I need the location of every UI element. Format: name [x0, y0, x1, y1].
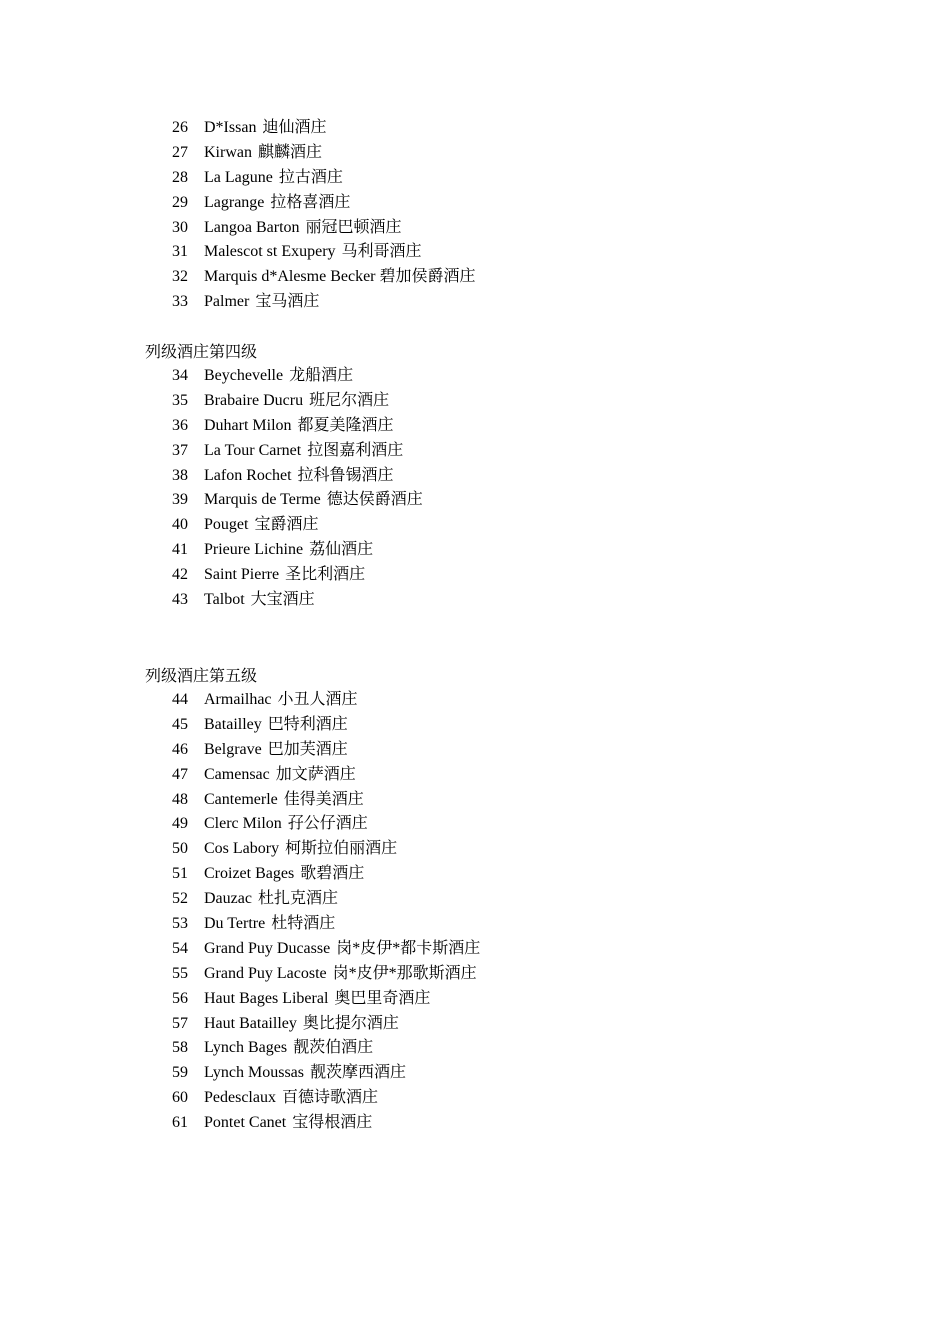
item-name-en: D*Issan — [204, 119, 257, 136]
item-name-en: Pouget — [204, 516, 249, 534]
item-name — [204, 862, 364, 887]
item-name — [204, 563, 365, 588]
item-name-en: Haut Batailley — [204, 1014, 297, 1032]
item-number: 36 — [172, 416, 188, 434]
item-name-en: Lafon Rochet — [204, 466, 292, 484]
list-item — [0, 538, 950, 563]
list-item — [0, 191, 950, 216]
item-name-en: Marquis d*Alesme Becker — [204, 268, 376, 286]
item-name — [204, 240, 422, 265]
item-name-cn: 柯斯拉伯丽酒庄 — [285, 840, 398, 858]
item-number: 57 — [172, 1014, 188, 1032]
item-number: 35 — [172, 391, 188, 409]
item-number: 38 — [172, 466, 188, 484]
list-item — [0, 738, 950, 763]
item-number: 45 — [172, 715, 188, 733]
item-number: 31 — [172, 243, 188, 261]
item-number: 39 — [172, 491, 188, 509]
item-name-cn: 靓茨伯酒庄 — [293, 1039, 374, 1057]
item-name-en: Prieure Lichine — [204, 541, 304, 559]
list-item — [0, 116, 950, 141]
item-name-en: Malescot st Exupery — [204, 243, 336, 261]
item-name-cn: 大宝酒庄 — [250, 591, 315, 609]
item-number: 52 — [172, 890, 188, 908]
list-item — [0, 962, 950, 987]
item-name-cn: 龙船酒庄 — [289, 367, 354, 384]
list-item — [0, 763, 950, 788]
list-item — [0, 240, 950, 265]
list-item — [0, 1012, 950, 1037]
item-name-en: Duhart Milon — [204, 416, 292, 434]
item-name-cn: 马利哥酒庄 — [341, 243, 422, 261]
list-item — [0, 1111, 950, 1136]
list-item — [0, 216, 950, 241]
item-name-cn: 佳得美酒庄 — [283, 790, 364, 808]
item-number: 50 — [172, 840, 188, 858]
item-name — [204, 962, 477, 987]
item-number: 30 — [172, 218, 188, 236]
item-name — [204, 788, 364, 813]
list-item — [0, 265, 950, 290]
list-item — [0, 464, 950, 489]
item-name-cn: 班尼尔酒庄 — [309, 391, 390, 409]
item-name-en: Grand Puy Ducasse — [204, 939, 331, 957]
item-number: 43 — [172, 591, 188, 609]
item-name — [204, 1111, 372, 1136]
list-item — [0, 912, 950, 937]
list-item — [0, 488, 950, 513]
item-name — [204, 937, 480, 962]
item-number: 51 — [172, 865, 188, 883]
item-name-cn: 拉图嘉利酒庄 — [307, 441, 404, 459]
list-item — [0, 987, 950, 1012]
item-name — [204, 713, 348, 738]
item-number: 46 — [172, 740, 188, 758]
list-item — [0, 937, 950, 962]
list-item — [0, 837, 950, 862]
item-number: 34 — [172, 367, 188, 384]
item-name-en: Saint Pierre — [204, 566, 280, 584]
item-number: 56 — [172, 989, 188, 1007]
item-number: 54 — [172, 939, 188, 957]
item-name-cn: 都夏美隆酒庄 — [297, 416, 394, 434]
item-number: 59 — [172, 1064, 188, 1082]
item-name-en: Pedesclaux — [204, 1089, 276, 1107]
item-name — [204, 837, 397, 862]
item-name-cn: 迪仙酒庄 — [262, 119, 327, 136]
estate-list — [0, 688, 950, 1136]
item-name — [204, 1061, 406, 1086]
item-name-en: Croizet Bages — [204, 865, 295, 883]
list-item — [0, 588, 950, 613]
item-name — [204, 987, 430, 1012]
item-number: 60 — [172, 1089, 188, 1107]
item-number: 58 — [172, 1039, 188, 1057]
list-item — [0, 563, 950, 588]
item-name — [204, 464, 394, 489]
item-name — [204, 763, 356, 788]
item-name — [204, 389, 389, 414]
item-number: 29 — [172, 193, 188, 211]
item-name — [204, 166, 343, 191]
section-heading: 列级酒庄第五级 — [145, 668, 258, 685]
item-name — [204, 216, 402, 241]
item-name-cn: 圣比利酒庄 — [285, 566, 366, 584]
item-name-en: Langoa Barton — [204, 218, 300, 236]
item-name — [204, 538, 373, 563]
item-name-en: Cantemerle — [204, 790, 278, 808]
list-item — [0, 1086, 950, 1111]
item-name-en: Grand Puy Lacoste — [204, 964, 327, 982]
item-name-cn: 孖公仔酒庄 — [287, 815, 368, 833]
item-name-cn: 靓茨摩西酒庄 — [310, 1064, 407, 1082]
item-name-cn: 碧加侯爵酒庄 — [379, 268, 476, 286]
item-name-cn: 拉古酒庄 — [278, 168, 343, 186]
item-name-cn: 拉科鲁锡酒庄 — [297, 466, 394, 484]
item-number: 42 — [172, 566, 188, 584]
item-number: 61 — [172, 1114, 188, 1132]
item-name — [204, 290, 319, 315]
item-name — [204, 364, 353, 389]
item-name-en: Haut Bages Liberal — [204, 989, 329, 1007]
list-item — [0, 389, 950, 414]
item-name-cn: 加文萨酒庄 — [275, 765, 356, 783]
item-name-cn: 杜特酒庄 — [271, 915, 336, 933]
item-name-cn: 巴特利酒庄 — [267, 715, 348, 733]
item-number: 33 — [172, 293, 188, 311]
item-name-cn: 巴加芙酒庄 — [267, 740, 348, 758]
list-item — [0, 414, 950, 439]
list-item — [0, 166, 950, 191]
item-name — [204, 1012, 399, 1037]
item-number: 48 — [172, 790, 188, 808]
list-item — [0, 1061, 950, 1086]
item-name-cn: 奥比提尔酒庄 — [302, 1014, 399, 1032]
item-name — [204, 688, 358, 713]
item-name-en: Clerc Milon — [204, 815, 282, 833]
item-number: 41 — [172, 541, 188, 559]
list-item — [0, 513, 950, 538]
list-item — [0, 1036, 950, 1061]
item-name-en: Pontet Canet — [204, 1114, 287, 1132]
item-name-cn: 宝得根酒庄 — [292, 1114, 373, 1132]
list-item — [0, 141, 950, 166]
item-number: 53 — [172, 915, 188, 933]
item-name-en: Cos Labory — [204, 840, 280, 858]
item-number: 40 — [172, 516, 188, 534]
item-name — [204, 141, 322, 166]
list-item — [0, 788, 950, 813]
item-name-en: Lagrange — [204, 193, 265, 211]
item-name-cn: 麒麟酒庄 — [257, 143, 322, 161]
item-name — [204, 116, 326, 141]
item-name-en: Lynch Bages — [204, 1039, 288, 1057]
list-item — [0, 713, 950, 738]
item-name-en: Kirwan — [204, 143, 252, 161]
section-heading: 列级酒庄第四级 — [145, 344, 258, 361]
item-name-cn: 奥巴里奇酒庄 — [334, 989, 431, 1007]
item-name-en: Talbot — [204, 591, 245, 609]
item-number: 32 — [172, 268, 188, 286]
item-name — [204, 887, 338, 912]
item-name-cn: 丽冠巴顿酒庄 — [305, 218, 402, 236]
item-name — [204, 513, 318, 538]
item-name — [204, 1036, 373, 1061]
item-name — [204, 414, 394, 439]
item-name — [204, 812, 368, 837]
item-number: 37 — [172, 441, 188, 459]
estate-list — [0, 364, 950, 613]
item-name-en: Lynch Moussas — [204, 1064, 304, 1082]
item-name — [204, 191, 350, 216]
item-name-en: Batailley — [204, 715, 262, 733]
item-number: 28 — [172, 168, 188, 186]
item-name-cn: 歌碧酒庄 — [300, 865, 365, 883]
item-number: 44 — [172, 691, 188, 708]
list-item — [0, 862, 950, 887]
item-name-en: Marquis de Terme — [204, 491, 321, 509]
item-name-cn: 宝马酒庄 — [255, 293, 320, 311]
list-item — [0, 290, 950, 315]
item-name-cn: 宝爵酒庄 — [254, 516, 319, 534]
list-item — [0, 887, 950, 912]
item-name-cn: 杜扎克酒庄 — [257, 890, 338, 908]
item-name-en: Armailhac — [204, 691, 272, 708]
list-item — [0, 439, 950, 464]
item-number: 49 — [172, 815, 188, 833]
item-name-en: La Tour Carnet — [204, 441, 302, 459]
item-name-cn: 百德诗歌酒庄 — [281, 1089, 378, 1107]
item-name — [204, 488, 423, 513]
item-number: 47 — [172, 765, 188, 783]
item-name-en: Du Tertre — [204, 915, 266, 933]
item-name-en: Brabaire Ducru — [204, 391, 304, 409]
item-name-en: Camensac — [204, 765, 270, 783]
list-item — [0, 364, 950, 389]
item-name — [204, 738, 348, 763]
item-name — [204, 588, 315, 613]
item-name — [204, 912, 335, 937]
estate-list — [0, 116, 950, 315]
list-item — [0, 812, 950, 837]
item-name-cn: 小丑人酒庄 — [277, 691, 358, 708]
item-number: 27 — [172, 143, 188, 161]
item-name-cn: 岗*皮伊*都卡斯酒庄 — [336, 939, 481, 957]
item-name-cn: 拉格喜酒庄 — [270, 193, 351, 211]
item-name-en: Palmer — [204, 293, 250, 311]
item-name-cn: 荔仙酒庄 — [309, 541, 374, 559]
item-number: 26 — [172, 119, 188, 136]
item-name-en: Beychevelle — [204, 367, 284, 384]
item-number: 55 — [172, 964, 188, 982]
item-name-en: La Lagune — [204, 168, 273, 186]
item-name-cn: 岗*皮伊*那歌斯酒庄 — [332, 964, 477, 982]
item-name — [204, 439, 403, 464]
item-name — [204, 1086, 378, 1111]
list-item — [0, 688, 950, 713]
item-name-en: Dauzac — [204, 890, 252, 908]
item-name-en: Belgrave — [204, 740, 262, 758]
item-name-cn: 德达侯爵酒庄 — [326, 491, 423, 509]
item-name — [204, 265, 476, 290]
